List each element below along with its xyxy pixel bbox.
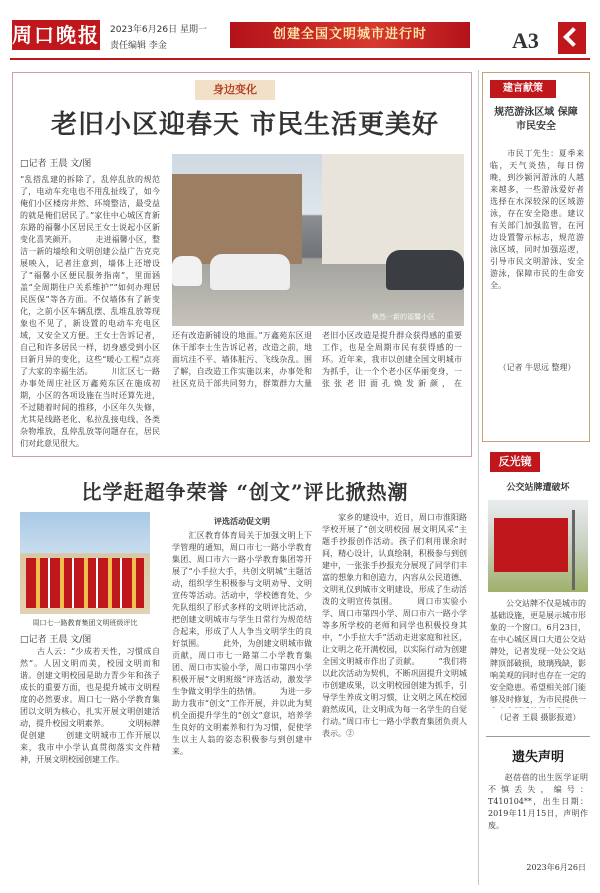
building-shape [172, 174, 302, 264]
sidebar-body: 市民丁先生：夏季来临，天气炎热，每日傍晚，到沙颍河游泳的人越来越多，一些游泳爱好者选择在水深较深的区域游泳，存在安全隐患。建议有关部门加强监管，在河边设置警示标志，规范游泳区域，同时加强巡逻，引导市民文明游泳、安全游泳，保障市民的生命安全。 [490, 149, 584, 290]
sidebar-tag: 反光镜 [490, 452, 540, 472]
story-body-text: 汇区教育体育局关于加强文明上下学管理的通知，周口市七一路小学教育集团、周口市六一路小学教育集团等开展了“小手拉大手，共创文明城”主题活动，组织学生积极参与文明劝导、文明宣传等活动。活动中，学校德育处、少先队组织了形式多样的文明评比活动，把创建文明城市与学生日常行为规范结合起来，形成了人人争当文明学生的良好氛围。 此外，为创建文明城市做贡献，周口市七一路第二小学教育集团、周口市实验小学，周口市第四小学积极开展“文明班级”评选活动，激发学生争做文明学生的热情。 为进一步助力我市“创文”工作开展，并以此为契机全面提升学生的“创文”意识，培养学生良好的文明素养和行为习惯，促使学生以主人翁的姿态积极参与到创建中来。 [172, 531, 312, 756]
story-body-col [172, 512, 312, 880]
photo-caption: 周口七一路教育集团文明班级评比 [32, 619, 138, 627]
editor-credit: 责任编辑 李金 [110, 41, 167, 51]
masthead-divider [10, 58, 590, 60]
sidebar-title: 规范游泳区域 保障市民安全 [494, 107, 578, 132]
notice-title: 遗失声明 [511, 750, 564, 765]
issue-date: 2023年6月26日 星期一 [110, 25, 207, 35]
story-headline: 老旧小区迎春天 市民生活更美好 [50, 110, 440, 140]
car-shape [172, 256, 202, 286]
story-subhead: 评选活动促文明 [214, 516, 270, 526]
photo-caption: 焕然一新的福馨小区 [372, 313, 435, 321]
sidebar-title: 公交站牌遭破坏 [506, 483, 570, 493]
sidebar-photo [488, 500, 588, 592]
story-body-col: 老旧小区改造是提升群众获得感的重要工作，也是全周期市民有获得感的一环。近年来，我市以创建全国文明城市为抓手，让一个个老小区华丽变身，一张张老旧面孔焕发新颜，在 [322, 331, 462, 388]
notice-divider [486, 736, 590, 737]
notice-date: 2023年6月26日 [526, 863, 586, 872]
story-byline: □记者 王晨 文/图 [20, 635, 92, 645]
masthead [0, 0, 600, 62]
column-divider [478, 70, 479, 885]
story-tag: 身边变化 [195, 80, 275, 100]
page-arrow-icon [558, 22, 586, 54]
building-shape [322, 154, 464, 264]
sidebar-signature: （记者 牛思远 整理） [498, 363, 576, 372]
story-body-col: “乱搭乱建的拆除了，乱停乱放的规范了，电动车充电也不用乱扯线了，如今俺们小区楼房井然、环境整洁，最受益的就是俺们居民了。”家住中心城区育新东路的福馨小区居民王女士说起小区新变化喜笑颜开。 走进福馨小区，整洁一新的墙绘和文明创建公益广告克克展映入，记者注意到，墙体上还增设了“福馨小区便民服务指南”，里面涵盖“全周期住户关系维护”“如何办理居民医保”等各方面。不仅墙体有了新变化，之前小区车辆乱摆、乱堆乱放等现象也不见了，新设置的电动车充电区域，又安全又方便。王女士告诉记者，自己和许多居民一样，切身感受到小区日新月异的变化，这些“暖心工程”点亮了大家的幸福生活。 川汇区七一路办事处周庄社区万鑫苑东区在施成初期，小区的各项设施在当时还算先进，不过随着时间的推移，小区年久失修，尤其是线路老化、私拉乱接电线、各类杂物堆放，乱停乱放等问题存在，居民们对此意见很大。 [20, 175, 160, 448]
story-headline: 比学赶超争荣誉 “创文”评比掀热潮 [81, 480, 409, 504]
notice-body: 赵蓓蓓的出生医学证明不慎丢失，编号：T410104**，出生日期：2019年11月15日，声明作废。 [488, 773, 588, 830]
story-body-col: 还有改造新铺设的地面。”万鑫苑东区退休干部李士生告诉记者，改造之前，地面坑洼不平、墙体脏污、飞线杂乱。围了解，自改造工作实施以来，办事处和社区克员干部共同努力，群策群力大量 [172, 331, 312, 388]
pole-shape [572, 510, 575, 590]
story-body-col: 家乡的建设中，近日，周口市淮阳路学校开展了“创文明校园 展文明风采”主题手抄报创作活动。孩子们利用课余时间，精心设计，认真绘制，积极参与到创建中，一张张手抄报充分展现了同学们丰富的想象力和创造力，内容从公民道德、文明礼仪到城市文明建设，形成了生动活泼的文明宣传氛围。 周口市实验小学、周口市第四小学、周口市六一路小学等多所学校的老师和同学也积极投身其中，“小手拉大手”活动走进家庭和社区，让文明之花开满校园，以实际行动为创建全国文明城市作出了贡献。 “我们将以此次活动为契机，不断巩固提升文明城市创建成果，以文明校园创建为抓手，引导学生养成文明习惯，让文明之风在校园蔚然成风，让文明成为每一名学生的自觉行动。”周口市七一路小学教育集团负责人表示。② [322, 513, 467, 738]
newspaper-logo: 周口晚报 [12, 20, 100, 50]
sidebar-tag: 建言献策 [490, 80, 556, 98]
sidebar-signature: （记者 王晨 摄影报道） [495, 713, 581, 722]
sidebar-body: 公交站牌不仅是城市的基础设施，更是展示城市形象的一个窗口。6月23日，在中心城区周口大道公交站牌处，记者发现一处公交站牌顶部破损，玻璃残缺，影响美观的同时也存在一定的安全隐患。希望相关部门能够及时修复，为市民提供一 [490, 599, 586, 704]
section-banner: 创建全国文明城市进行时 [230, 22, 470, 48]
car-shape [210, 254, 290, 290]
billboard-shape [494, 518, 568, 572]
students-shape [26, 558, 144, 608]
story-byline: □记者 王晨 文/图 [20, 159, 92, 169]
car-shape [386, 250, 464, 290]
story-body-col: 古人云：“少成若天性，习惯成自然”。人因文明而美，校园文明而和谐。创建文明校园是助力青少年和孩子成长的重要方面，也是提升城市文明程度的必然要求。周口七一路小学教育集团以文明为核心，扎实开展文明创建活动，提升校园文明素养。 文明标牌促创建 创建文明城市工作开展以来，我市中小学认真贯彻落实文件精神，开展文明校园创建工作。 [20, 647, 160, 764]
page-number: A3 [512, 28, 539, 53]
story-photo [172, 154, 464, 326]
story-photo [20, 512, 150, 614]
